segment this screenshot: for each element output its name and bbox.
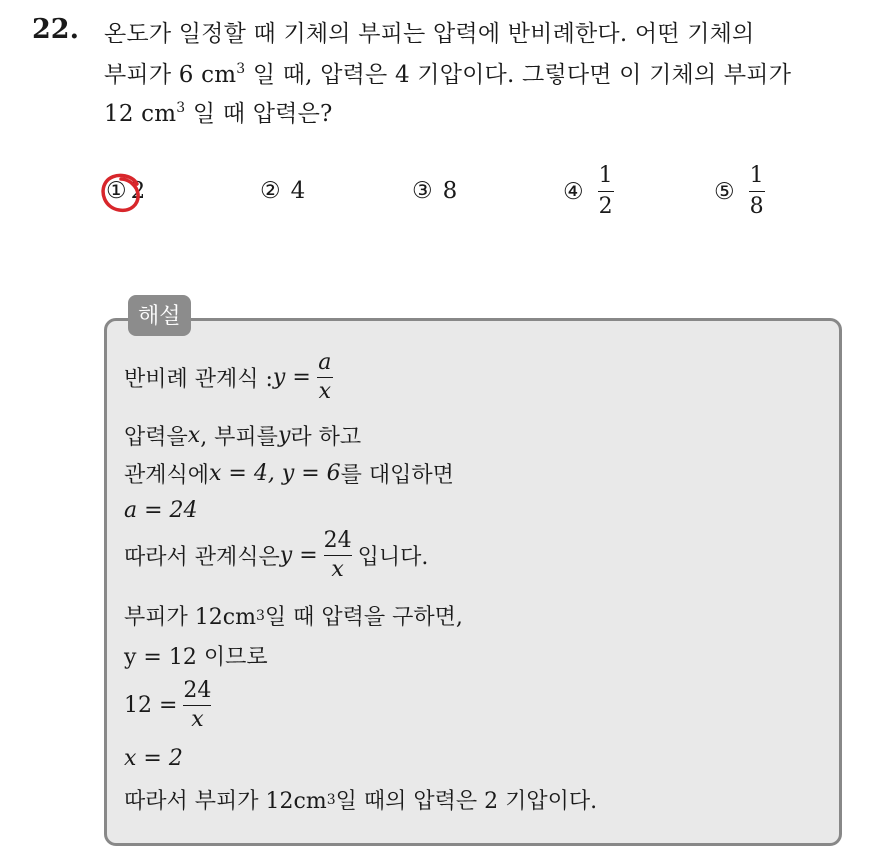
choice-2-marker: ② [260, 178, 281, 204]
question-line-3: 12 $cm^3$ 일 때 압력은? [104, 100, 333, 127]
choice-5-marker: ⑤ [714, 178, 735, 205]
question-number: 22. [32, 14, 79, 45]
choice-4-fraction: $\frac{1}{2}$ [598, 163, 613, 219]
choice-1-value: 2 [130, 178, 146, 204]
solution-line-1: 반비례 관계식 : y = a x [124, 350, 332, 404]
question-line-2: 부피가 6 $cm^3$ 일 때, 압력은 4 기압이다. 그렇다면 이 기체의 부피가 [104, 61, 792, 88]
choice-4-marker: ④ [563, 178, 584, 205]
question-line-1: 온도가 일정할 때 기체의 부피는 압력에 반비례한다. 어떤 기체의 [104, 21, 755, 47]
solution-line-5: 따라서 관계식은 y = 24 x 입니다. [124, 528, 429, 582]
choice-5-fraction: $\frac{1}{8}$ [749, 163, 764, 219]
choice-2-value: 4 [290, 178, 306, 204]
solution-line-9: x = 2 [124, 746, 183, 771]
solution-line-2: 압력을 x , 부피를 y 라 하고 [124, 423, 362, 450]
choice-2[interactable] [260, 178, 305, 204]
solution-line-10: 따라서 부피가 12cm 3 일 때의 압력은 2 기압이다. [124, 789, 598, 814]
solution-tag: 해설 [128, 295, 191, 336]
solution-line-3: 관계식에 x = 4, y = 6 를 대입하면 [124, 461, 454, 488]
choice-3[interactable] [412, 178, 457, 204]
choice-4[interactable] [563, 165, 614, 218]
answer-circle-mark [99, 170, 143, 214]
fraction-24-over-x-2: 24 x [183, 678, 212, 732]
solution-line-6: 부피가 12cm 3 일 때 압력을 구하면, [124, 605, 463, 630]
solution-line-8: 12 = 24 x [124, 678, 212, 732]
choice-3-marker: ③ [412, 178, 433, 204]
fraction-24-over-x: 24 x [323, 528, 352, 582]
solution-line-4: a = 24 [124, 498, 198, 523]
choice-1-marker: ① [106, 178, 127, 204]
fraction-a-over-x: a x [318, 350, 332, 404]
choice-5[interactable] [714, 165, 765, 218]
choice-3-value: 8 [442, 178, 458, 204]
solution-line-7: y = 12 이므로 [124, 645, 268, 670]
